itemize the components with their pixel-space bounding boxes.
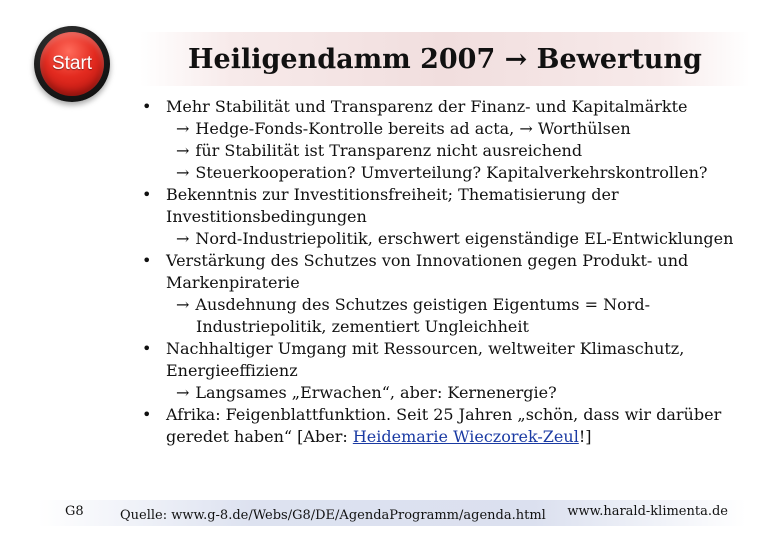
bullet-text-line: Nachhaltiger Umgang mit Ressourcen, weltweiter Klimaschutz, [166, 339, 685, 358]
bullet-icon: • [142, 185, 152, 204]
bullet-text-line: Investitionsbedingungen [166, 207, 367, 226]
slide-title: Heiligendamm 2007 → Bewertung [188, 43, 702, 75]
bullet-item [136, 96, 756, 118]
sub-text: Ausdehnung des Schutzes geistigen Eigentums = Nord- [195, 295, 651, 314]
bullet-item [136, 404, 756, 448]
sub-item [136, 382, 756, 404]
sub-item [136, 228, 756, 250]
sub-item [136, 162, 756, 184]
sub-item [136, 294, 756, 316]
bullet-text-line: Energieeffizienz [166, 361, 298, 380]
footer-label: G8 [65, 504, 84, 519]
bullet-text: Mehr Stabilität und Transparenz der Finanz- und Kapitalmärkte [166, 97, 688, 116]
bullet-text-line: Markenpiraterie [166, 273, 300, 292]
bullet-text-line: Verstärkung des Schutzes von Innovationen gegen Produkt- und [166, 251, 689, 270]
sub-item [136, 140, 756, 162]
bullet-icon: • [142, 405, 152, 424]
person-link[interactable]: Heidemarie Wieczorek-Zeul [352, 427, 579, 446]
arrow-icon: → [176, 119, 190, 138]
bullet-icon: • [142, 339, 152, 358]
arrow-icon: → [176, 383, 190, 402]
sub-text: Hedge-Fonds-Kontrolle bereits ad acta, → Worthülsen [195, 119, 631, 138]
bullet-item [136, 184, 756, 228]
sub-text: Langsames „Erwachen“, aber: Kernenergie? [195, 383, 557, 402]
title-bar [140, 32, 750, 86]
bullet-text-line: Afrika: Feigenblattfunktion. Seit 25 Jahren „schön, dass wir darüber [166, 405, 722, 424]
arrow-icon: → [176, 229, 190, 248]
start-button-label: Start [51, 53, 93, 74]
arrow-icon: → [176, 163, 190, 182]
bullet-item [136, 250, 756, 294]
footer-bar [38, 500, 746, 526]
bullet-text-pre: geredet haben“ [Aber: [166, 427, 353, 446]
sub-item-continuation: Industriepolitik, zementiert Ungleichheit [196, 317, 529, 336]
start-button[interactable] [34, 26, 110, 102]
footer-website: www.harald-klimenta.de [567, 504, 728, 519]
arrow-icon: → [176, 141, 190, 160]
bullet-text-line [166, 426, 756, 448]
bullet-list [136, 96, 756, 448]
sub-item [136, 118, 756, 140]
bullet-icon: • [142, 251, 152, 270]
bullet-text-post: !] [578, 427, 592, 446]
bullet-icon: • [142, 97, 152, 116]
bullet-text-line: Bekenntnis zur Investitionsfreiheit; Thematisierung der [166, 185, 619, 204]
arrow-icon: → [176, 295, 190, 314]
sub-text: für Stabilität ist Transparenz nicht ausreichend [195, 141, 583, 160]
bullet-item [136, 338, 756, 382]
sub-text: Nord-Industriepolitik, erschwert eigenständige EL-Entwicklungen [195, 229, 734, 248]
start-button-face[interactable] [40, 32, 104, 96]
footer-source: Quelle: www.g-8.de/Webs/G8/DE/AgendaProgramm/agenda.html [120, 508, 546, 523]
sub-text: Steuerkooperation? Umverteilung? Kapitalverkehrskontrollen? [195, 163, 708, 182]
